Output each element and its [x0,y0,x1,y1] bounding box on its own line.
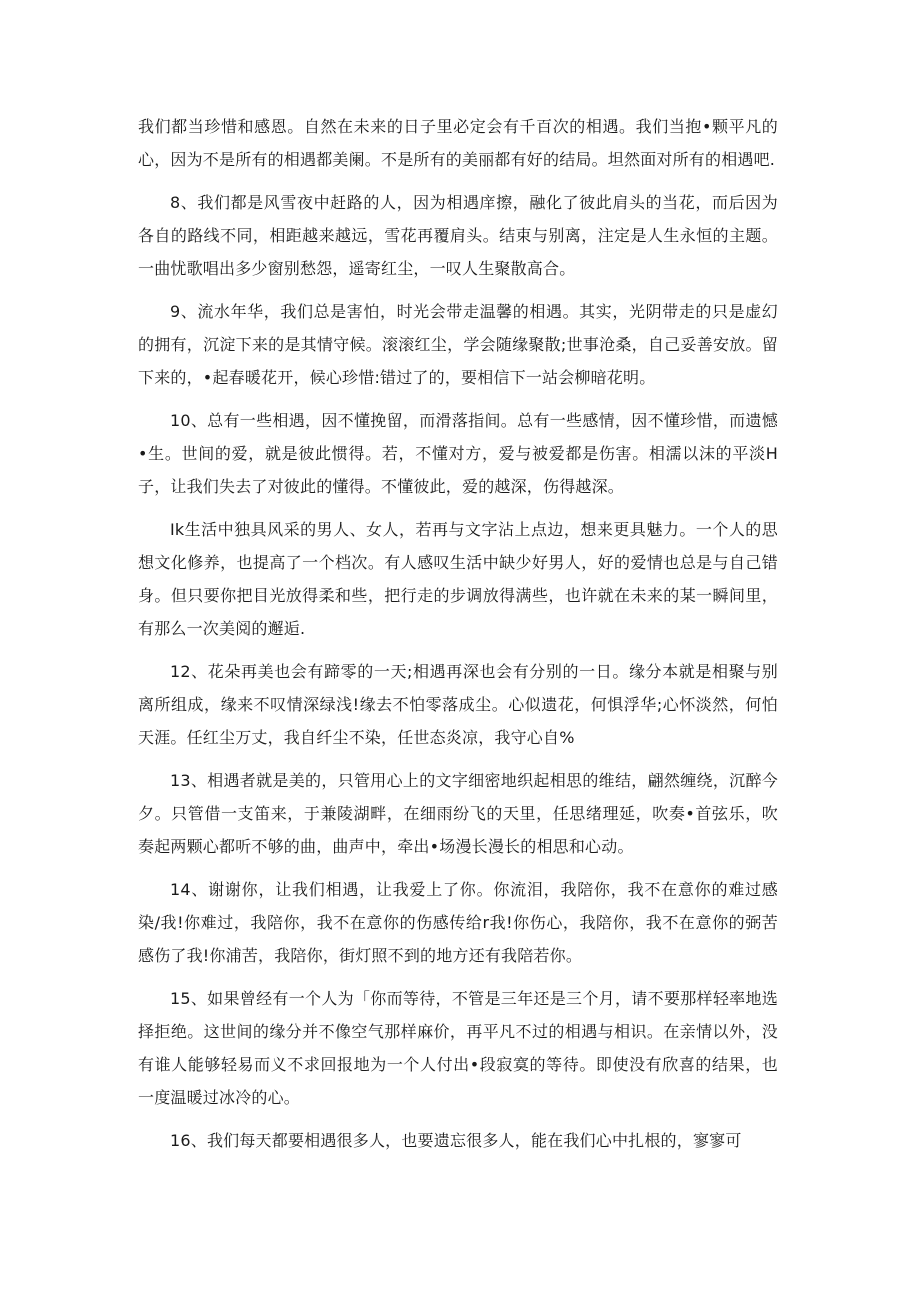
paragraph-13: 13、相遇者就是美的，只管用心上的文字细密地织起相思的维结，翩然缠绕，沉醉今夕。只管借一支笛来，于兼陵湖畔，在细雨纷飞的天里，任思绪理延，吹奏•首弦乐，吹奏起两颗心都听不够的曲，曲声中，牵出•场漫长漫长的相思和心动。 [138,771,778,856]
paragraph-10: 10、总有一些相遇，因不懂挽留，而滑落指间。总有一些感情，因不懂珍惜，而遗憾•生。世间的爱，就是彼此惯得。若，不懂对方，爱与被爱都是伤害。相濡以沫的平淡H子，让我们失去了对彼此的懂得。不懂彼此，爱的越深，伤得越深。 [138,411,778,496]
paragraph-8: 8、我们都是风雪夜中赶路的人，因为相遇庠擦，融化了彼此肩头的当花，而后因为各自的路线不同，相距越来越远，雪花再覆肩头。结束与别离，注定是人生永恒的主题。一曲忧歌唱出多少窗别愁怨，遥寄红尘，一叹人生聚散高合。 [138,193,778,278]
paragraph-16: 16、我们每天都要相遇很多人，也要遗忘很多人，能在我们心中扎根的，寥寥可 [170,1131,742,1150]
paragraph-14: 14、谢谢你，让我们相遇，让我爱上了你。你流泪，我陪你，我不在意你的难过感染/我!你难过，我陪你，我不在意你的伤感传给r我!你伤心，我陪你，我不在意你的弼苦感伤了我!你浦苦，我陪你，街灯照不到的地方还有我陪若你。 [138,880,778,965]
paragraph-12: 12、花朵再美也会有蹄零的一天;相遇再深也会有分别的一日。缘分本就是相聚与别离所组成，缘来不叹情深绿浅!缘去不怕零落成尘。心似遗花，何惧浮华;心怀淡然，何怕天涯。任红尘万丈，我自纤尘不染，任世态炎凉，我守心自% [138,662,778,747]
paragraph-11: Ik生活中独具风采的男人、女人，若再与文字沾上点边，想来更具魅力。一个人的思想文化修养，也提高了一个档次。有人感叹生活中缺少好男人，好的爱情也总是与自己错身。但只要你把目光放得柔和些，把行走的步调放得满些，也许就在未来的某一瞬间里，有那么一次美阅的邂逅. [138,520,778,638]
paragraph-intro: 我们都当珍惜和感恩。自然在未来的日子里必定会有千百次的相遇。我们当抱•颗平凡的心，因为不是所有的相遇都美阑。不是所有的美丽都有好的结局。坦然面对所有的相遇吧. [138,117,778,169]
paragraph-15: 15、如果曾经有一个人为「你而等待，不管是三年还是三个月，请不要那样轻率地选择拒绝。这世间的缘分并不像空气那样麻价，再平凡不过的相遇与相识。在亲情以外，没有谁人能够轻易而义不求回报地为一个人付出•段寂寞的等待。即使没有欣喜的结果，也一度温暖过冰冷的心。 [138,989,778,1107]
document-page [138,110,778,1157]
paragraph-9: 9、流水年华，我们总是害怕，时光会带走温馨的相遇。其实，光阴带走的只是虚幻的拥有，沉淀下来的是其情守候。滚滚红尘，学会随缘聚散;世事沧桑，自己妥善安放。留下来的，•起春暖花开，候心珍惜:错过了的，要相信下一站会柳暗花明。 [138,302,778,387]
